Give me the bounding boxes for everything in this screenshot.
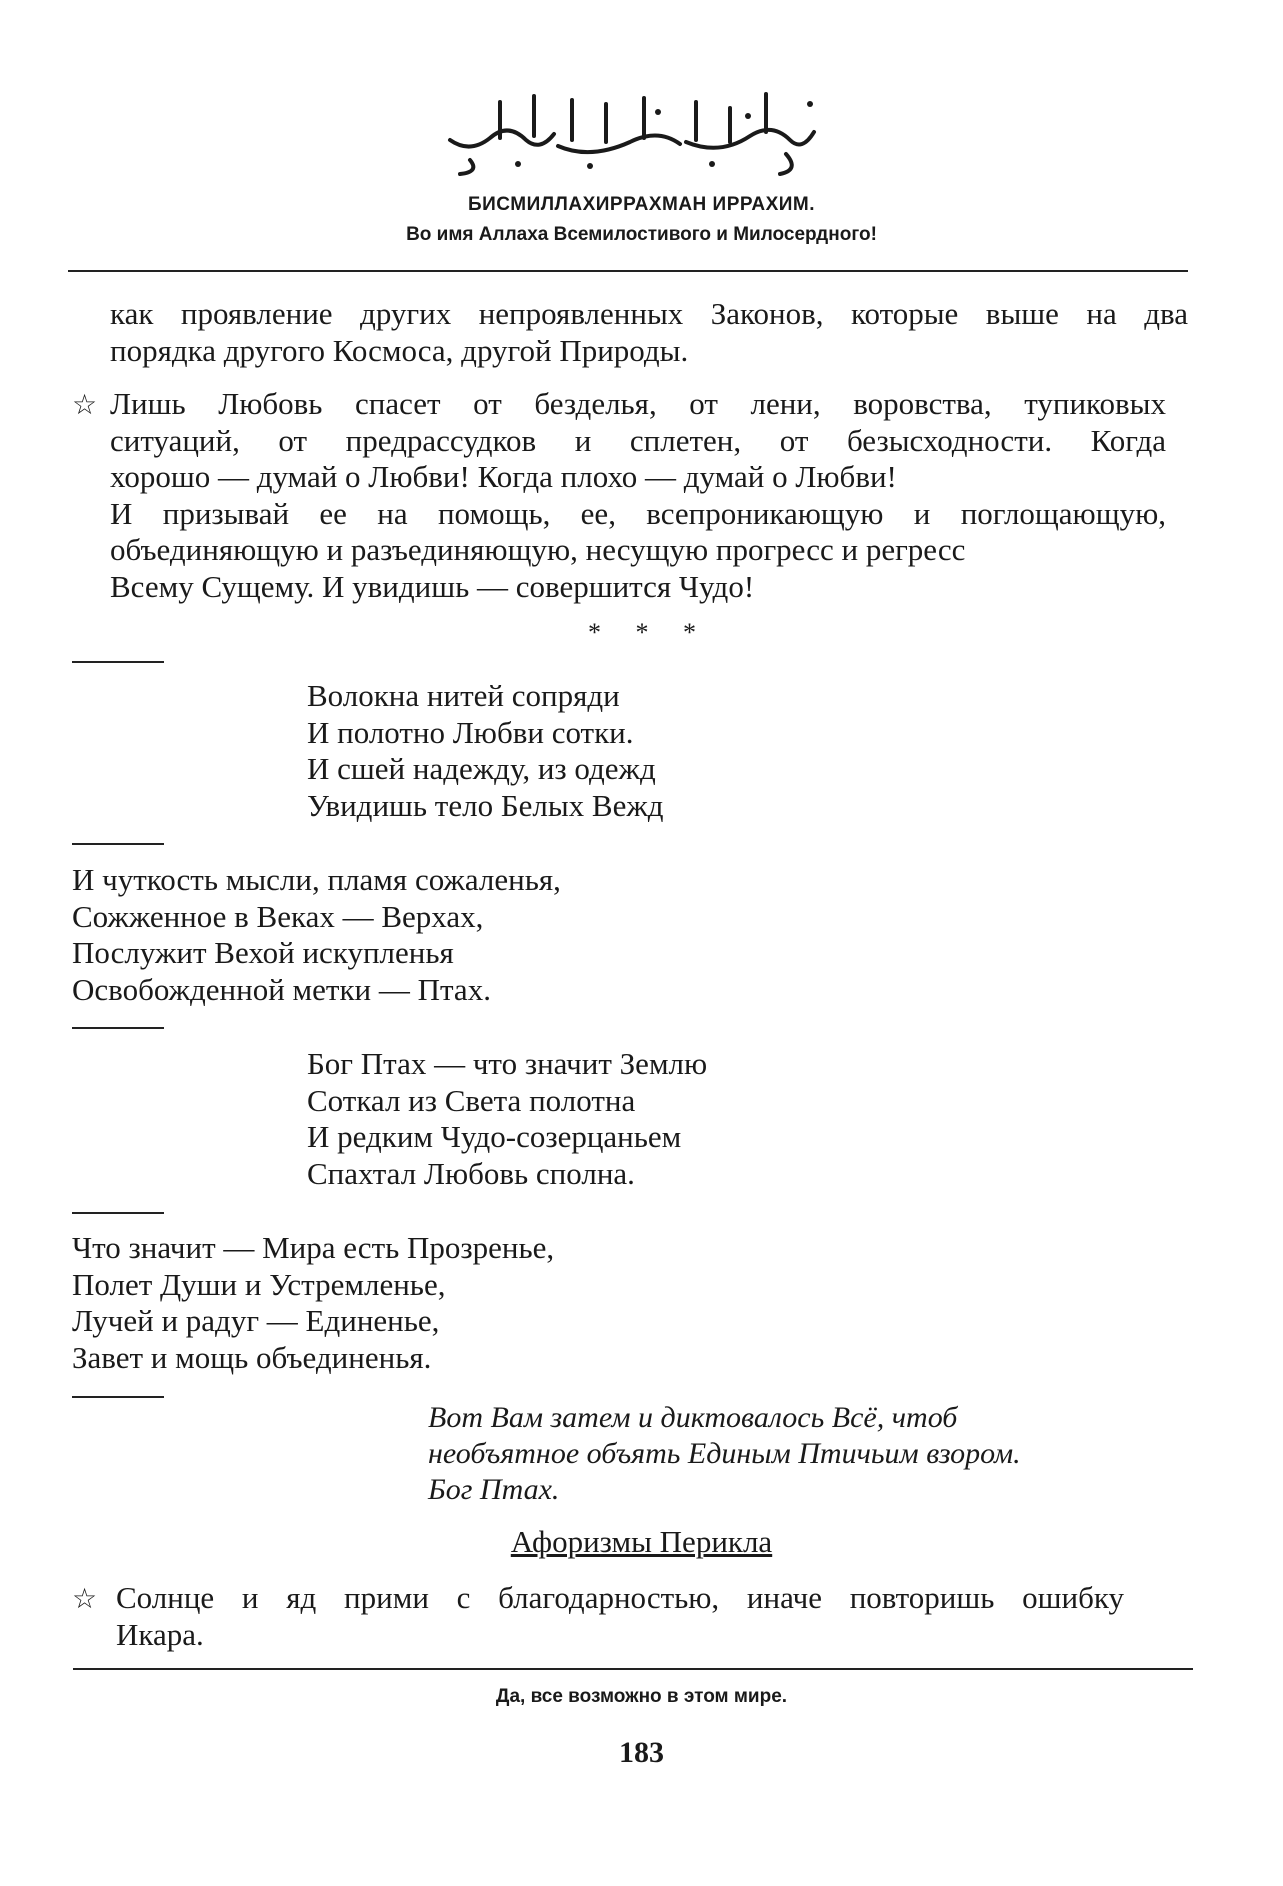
- verse-line: Спахтал Любовь сполна.: [307, 1155, 635, 1191]
- header-rule: [68, 270, 1188, 272]
- aphorism-text: [116, 1580, 1124, 1653]
- stanza-divider: [72, 843, 164, 845]
- paragraph-continuation: [110, 296, 1188, 369]
- text-line: И призывай ее на помощь, ее, всепроникающую и поглощающую,: [110, 495, 1166, 531]
- verse-line: Лучей и радуг — Единенье,: [72, 1303, 440, 1338]
- text-line: Лишь Любовь спасет от безделья, от лени, воровства, тупиковых: [110, 386, 1166, 421]
- header-subtitle: Во имя Аллаха Всемилостивого и Милосердного!: [406, 224, 877, 245]
- aphorisms-title: Афоризмы Перикла: [510, 1524, 773, 1559]
- star-icon: ☆: [72, 1584, 98, 1615]
- signature-line: Вот Вам затем и диктовалось Всё, чтоб: [428, 1401, 958, 1434]
- section-separator: * * *: [588, 618, 710, 647]
- signature-line: необъятное объять Единым Птичьим взором.: [428, 1437, 1021, 1470]
- verse-line: Завет и мощь объединенья.: [72, 1339, 432, 1375]
- verse-line: И сшей надежду, из одежд: [307, 751, 656, 786]
- verse-line: Послужит Вехой искупленья: [72, 935, 454, 970]
- verse-line: Полет Души и Устремленье,: [72, 1266, 446, 1302]
- footer-motto: Да, все возможно в этом мире.: [495, 1686, 788, 1707]
- text-line: объединяющую и разъединяющую, несущую прогресс и регресс: [110, 532, 966, 567]
- paragraph-love: [110, 386, 1166, 605]
- poem-stanza-3: [307, 1046, 707, 1192]
- verse-line: И редким Чудо-созерцаньем: [307, 1119, 682, 1154]
- verse-line: И полотно Любви сотки.: [307, 714, 634, 750]
- verse-line: Сожженное в Веках — Верхах,: [72, 898, 484, 934]
- star-icon: ☆: [72, 390, 98, 421]
- stanza-divider: [72, 1027, 164, 1029]
- stanza-divider: [72, 1212, 164, 1214]
- verse-line: Соткал из Света полотна: [307, 1082, 636, 1118]
- text-line: как проявление других непроявленных Законов, которые выше на два: [110, 296, 1188, 331]
- footer-rule: [73, 1668, 1193, 1670]
- poem-stanza-1: [307, 678, 664, 824]
- verse-line: Увидишь тело Белых Вежд: [307, 787, 664, 823]
- verse-line: Что значит — Мира есть Прозренье,: [72, 1230, 555, 1265]
- verse-line: Бог Птах — что значит Землю: [307, 1046, 708, 1081]
- text-line: Всему Сущему. И увидишь — совершится Чудо!: [110, 568, 755, 604]
- text-line: порядка другого Космоса, другой Природы.: [110, 332, 689, 368]
- verse-line: Волокна нитей сопряди: [307, 678, 620, 713]
- verse-line: И чуткость мысли, пламя сожаленья,: [72, 862, 561, 897]
- stanza-divider: [72, 1396, 164, 1398]
- bismillah-calligraphy: [430, 82, 830, 182]
- text-line: Солнце и яд прими с благодарностью, иначе повторишь ошибку: [116, 1580, 1124, 1615]
- stanza-divider: [72, 661, 164, 663]
- signature-author: Бог Птах.: [428, 1473, 560, 1506]
- poem-stanza-2: [72, 862, 561, 1008]
- poem-stanza-4: [72, 1230, 554, 1376]
- header-title: БИСМИЛЛАХИРРАХМАН ИРРАХИМ.: [467, 194, 816, 215]
- signature-block: [428, 1400, 1021, 1508]
- text-line: ситуаций, от предрассудков и сплетен, от безысходности. Когда: [110, 422, 1166, 458]
- text-line: хорошо — думай о Любви! Когда плохо — думай о Любви!: [110, 459, 897, 494]
- page-number: 183: [619, 1736, 664, 1769]
- text-line: Икара.: [116, 1616, 204, 1652]
- verse-line: Освобожденной метки — Птах.: [72, 971, 491, 1007]
